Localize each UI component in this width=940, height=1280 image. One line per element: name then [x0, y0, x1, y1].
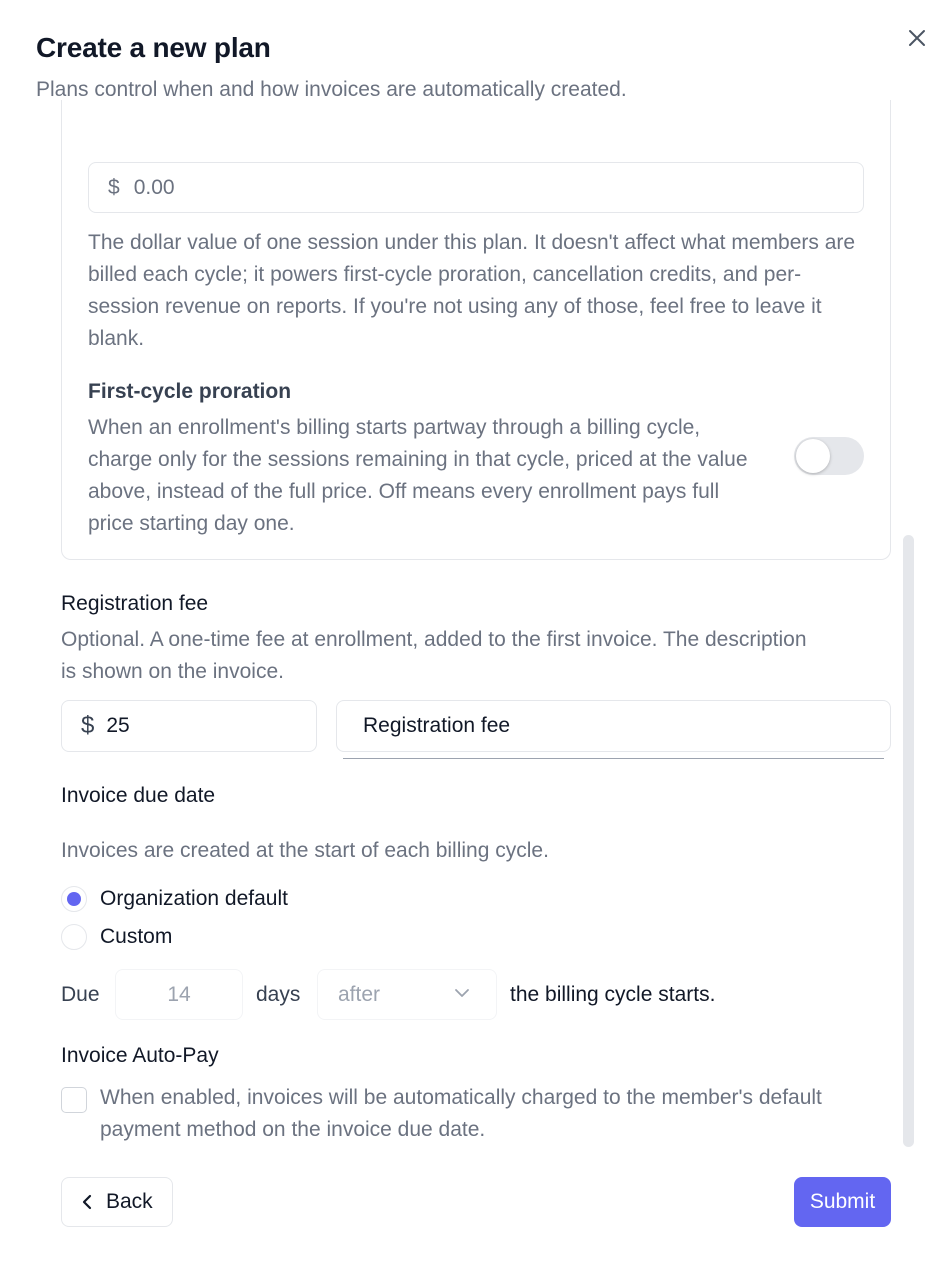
days-word: days [256, 983, 301, 1006]
due-word: Due [61, 983, 100, 1006]
session-value-text: 0.00 [133, 175, 175, 199]
due-date-help: Invoices are created at the start of each billing cycle. [61, 839, 549, 862]
session-value-input[interactable] [88, 162, 864, 213]
registration-fee-description-input[interactable] [336, 700, 891, 752]
radio-button[interactable] [61, 886, 87, 912]
proration-description: When an enrollment's billing starts partway through a billing cycle, charge only for the sessions remaining in that cycle, priced at the value above, instead of the full price. Off means every enrollment pays full price starting day one. [88, 416, 748, 535]
registration-fee-description: Registration fee [363, 714, 511, 737]
currency-prefix: $ [108, 175, 120, 199]
registration-fee-help: Optional. A one-time fee at enrollment, added to the first invoice. The description is shown on the invoice. [61, 628, 807, 683]
due-date-label: Invoice due date [61, 784, 216, 807]
dialog-title: Create a new plan [36, 32, 271, 63]
radio-custom[interactable] [61, 924, 172, 950]
autopay-checkbox[interactable] [61, 1087, 87, 1113]
chevron-down-icon [454, 988, 470, 998]
dialog-subtitle: Plans control when and how invoices are automatically created. [36, 78, 627, 101]
due-days-input[interactable] [115, 969, 243, 1020]
radio-button[interactable] [61, 924, 87, 950]
proration-title: First-cycle proration [88, 380, 292, 403]
chevron-left-icon [82, 1194, 92, 1210]
close-icon [908, 29, 926, 47]
divider [343, 758, 884, 759]
back-button[interactable] [61, 1177, 173, 1227]
session-value-help: The dollar value of one session under this plan. It doesn't affect what members are billed each cycle; it powers first-cycle proration, cancellation credits, and per-session revenue on reports. If you're not using any of those, feel free to leave it blank. [88, 231, 856, 350]
due-days-row [61, 969, 891, 1021]
toggle-knob [796, 439, 830, 473]
due-relation-select[interactable] [317, 969, 497, 1020]
due-suffix: the billing cycle starts. [510, 983, 716, 1006]
due-relation-value: after [338, 982, 381, 1006]
currency-prefix: $ [81, 712, 95, 739]
radio-organization-default[interactable] [61, 886, 288, 912]
registration-fee-label: Registration fee [61, 592, 209, 615]
radio-label: Organization default [100, 887, 288, 910]
due-days-value: 14 [167, 982, 191, 1006]
autopay-label: Invoice Auto-Pay [61, 1044, 219, 1067]
autopay-description: When enabled, invoices will be automatically charged to the member's default payment method on the invoice due date. [100, 1086, 822, 1141]
proration-toggle[interactable] [794, 437, 864, 475]
registration-fee-amount: 25 [106, 714, 130, 737]
registration-fee-amount-input[interactable] [61, 700, 317, 752]
scrollbar[interactable] [903, 535, 914, 1147]
submit-button[interactable]: Submit [794, 1177, 891, 1227]
close-button[interactable] [904, 25, 930, 51]
back-label: Back [106, 1190, 153, 1213]
radio-label: Custom [100, 925, 173, 948]
